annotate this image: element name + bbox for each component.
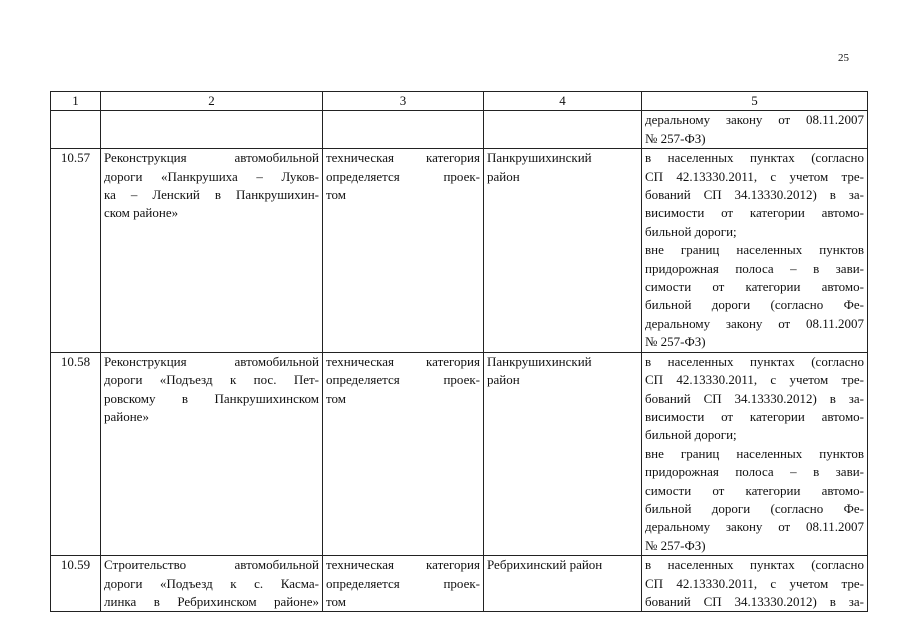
category-text-line: определяется проек- <box>326 372 480 388</box>
zone-text-line: деральному закону от 08.11.2007 <box>645 519 864 535</box>
district-text-line: район <box>487 168 520 184</box>
cell-zone <box>642 111 868 149</box>
zone-text-line: бильной дороги; <box>645 427 737 443</box>
table-body <box>51 111 868 612</box>
zone-text-line: СП 42.13330.2011, с учетом тре- <box>645 168 864 184</box>
zone-text-line: № 257-ФЗ) <box>645 334 706 350</box>
zone-text-line: в населенных пунктах (согласно <box>645 353 864 369</box>
cell-district <box>484 352 642 555</box>
column-header-3: 3 <box>323 92 484 111</box>
cell-name <box>101 149 323 352</box>
column-header-1: 1 <box>51 92 101 111</box>
zone-text-line: № 257-ФЗ) <box>645 537 706 553</box>
name-text-line: ровскому в Панкрушихинском <box>104 390 319 406</box>
cell-category <box>323 556 484 612</box>
table-row <box>51 352 868 555</box>
zone-text-line: № 257-ФЗ) <box>645 130 706 146</box>
zone-text-line: бильной дороги (согласно Фе- <box>645 297 864 313</box>
column-header-2: 2 <box>101 92 323 111</box>
zone-text-line: придорожная полоса – в зави- <box>645 464 864 480</box>
zone-text-line: симости от категории автомо- <box>645 279 864 295</box>
name-text-line: Реконструкция автомобильной <box>104 150 319 166</box>
cell-district <box>484 149 642 352</box>
column-number-header <box>51 92 868 111</box>
table-row <box>51 556 868 612</box>
category-text-line: определяется проек- <box>326 575 480 591</box>
cell-zone <box>642 556 868 612</box>
cell-name <box>101 556 323 612</box>
name-text-line: дороги «Подъезд к с. Касма- <box>104 575 319 591</box>
cell-name <box>101 352 323 555</box>
name-text-line: линка в Ребрихинском районе» <box>104 593 319 609</box>
category-text-line: техническая категория <box>326 557 480 573</box>
zone-text-line: бований СП 34.13330.2012) в за- <box>645 187 864 203</box>
zone-text-line: бований СП 34.13330.2012) в за- <box>645 390 864 406</box>
cell-zone <box>642 149 868 352</box>
road-objects-table <box>50 91 868 612</box>
row-number <box>51 111 101 149</box>
name-text-line: ском районе» <box>104 205 179 221</box>
zone-text-line: бильной дороги; <box>645 223 737 239</box>
district-text-line: Панкрушихинский <box>487 353 592 369</box>
zone-text-line: деральному закону от 08.11.2007 <box>645 315 864 331</box>
district-text-line: Ребрихинский район <box>487 557 603 573</box>
category-text-line: определяется проек- <box>326 168 480 184</box>
name-text-line: дороги «Панкрушиха – Луков- <box>104 168 319 184</box>
zone-text-line: висимости от категории автомо- <box>645 205 864 221</box>
zone-text-line: придорожная полоса – в зави- <box>645 260 864 276</box>
zone-text-line: симости от категории автомо- <box>645 482 864 498</box>
table-row <box>51 111 868 149</box>
zone-text-line: вне границ населенных пунктов <box>645 445 864 461</box>
zone-text-line: деральному закону от 08.11.2007 <box>645 112 864 128</box>
cell-district <box>484 556 642 612</box>
table-row <box>51 149 868 352</box>
cell-name <box>101 111 323 149</box>
district-text-line: район <box>487 372 520 388</box>
row-number: 10.59 <box>51 556 101 612</box>
name-text-line: дороги «Подъезд к пос. Пет- <box>104 372 319 388</box>
name-text-line: ка – Ленский в Панкрушихин- <box>104 187 319 203</box>
category-text-line: техническая категория <box>326 353 480 369</box>
row-number: 10.57 <box>51 149 101 352</box>
name-text-line: Реконструкция автомобильной <box>104 353 319 369</box>
name-text-line: районе» <box>104 408 149 424</box>
district-text-line: Панкрушихинский <box>487 150 592 166</box>
zone-text-line: висимости от категории автомо- <box>645 408 864 424</box>
zone-text-line: в населенных пунктах (согласно <box>645 557 864 573</box>
zone-text-line: СП 42.13330.2011, с учетом тре- <box>645 575 864 591</box>
category-text-line: том <box>326 390 346 406</box>
zone-text-line: СП 42.13330.2011, с учетом тре- <box>645 372 864 388</box>
cell-zone <box>642 352 868 555</box>
page-number: 25 <box>838 52 849 64</box>
zone-text-line: вне границ населенных пунктов <box>645 242 864 258</box>
cell-category <box>323 111 484 149</box>
cell-category <box>323 149 484 352</box>
category-text-line: техническая категория <box>326 150 480 166</box>
category-text-line: том <box>326 593 346 609</box>
name-text-line: Строительство автомобильной <box>104 557 319 573</box>
zone-text-line: бований СП 34.13330.2012) в за- <box>645 593 864 609</box>
zone-text-line: в населенных пунктах (согласно <box>645 150 864 166</box>
category-text-line: том <box>326 187 346 203</box>
column-header-5: 5 <box>642 92 868 111</box>
cell-category <box>323 352 484 555</box>
row-number: 10.58 <box>51 352 101 555</box>
column-header-4: 4 <box>484 92 642 111</box>
zone-text-line: бильной дороги (согласно Фе- <box>645 500 864 516</box>
cell-district <box>484 111 642 149</box>
